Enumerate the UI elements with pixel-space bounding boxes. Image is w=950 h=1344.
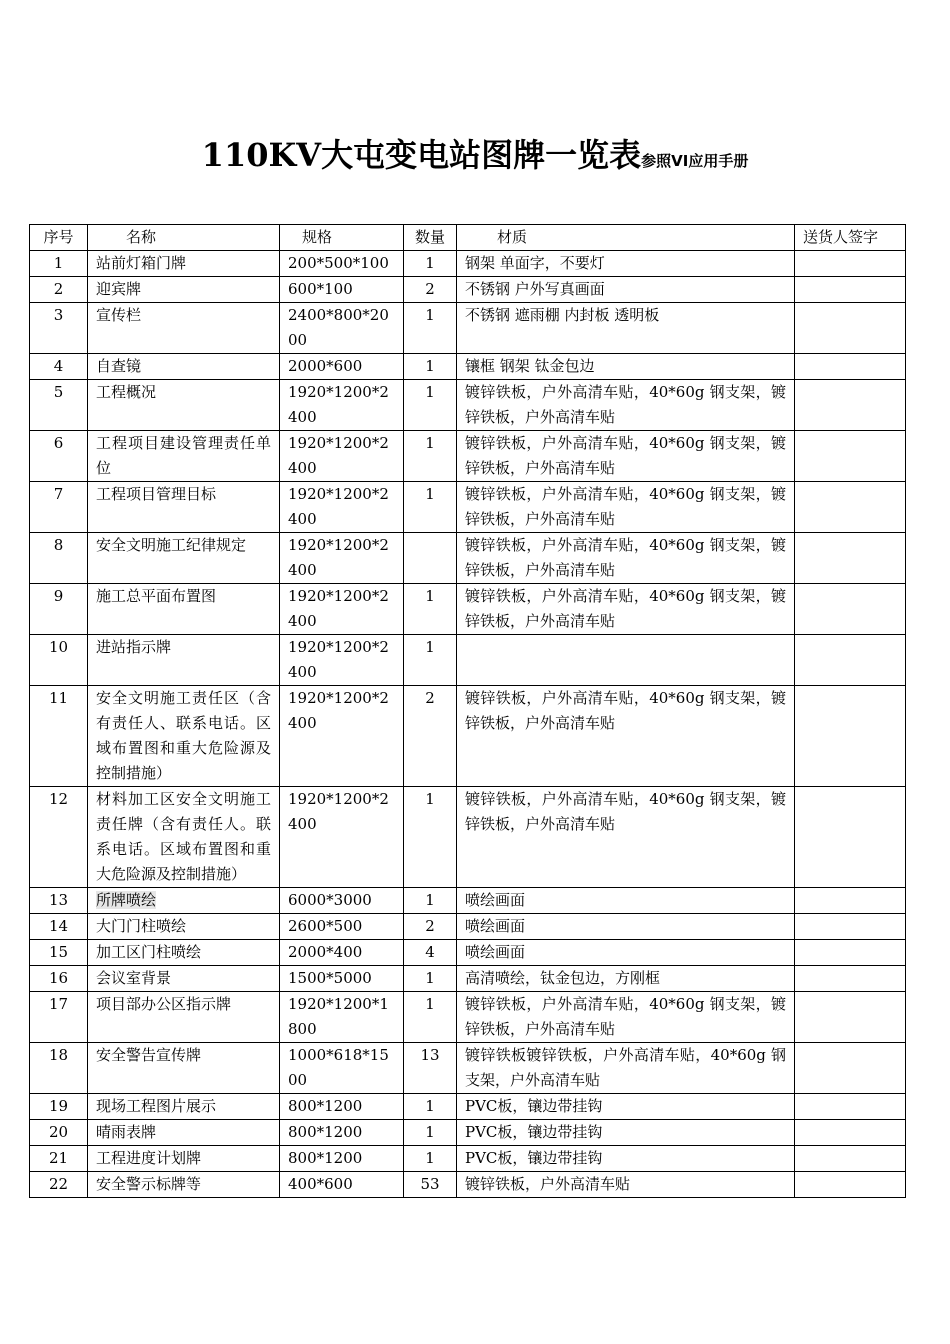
cell-name: 安全警示标牌等 [88, 1172, 280, 1198]
header-material: 材质 [457, 225, 795, 251]
table-row [30, 277, 906, 303]
cell-sign [795, 635, 906, 686]
cell-material: 镀锌铁板，户外高清车贴，40*60g 钢支架，镀锌铁板，户外高清车贴 [457, 380, 795, 431]
cell-sign [795, 787, 906, 888]
cell-name: 安全文明施工责任区（含有责任人、联系电话。区域布置图和重大危险源及控制措施） [88, 686, 280, 787]
cell-spec: 1920*1200*2400 [280, 686, 404, 787]
cell-spec: 2400*800*2000 [280, 303, 404, 354]
cell-spec: 1920*1200*2400 [280, 584, 404, 635]
cell-qty: 1 [404, 888, 457, 914]
cell-name: 工程项目建设管理责任单位 [88, 431, 280, 482]
cell-material: 镀锌铁板，户外高清车贴，40*60g 钢支架，镀锌铁板，户外高清车贴 [457, 686, 795, 787]
cell-qty: 1 [404, 1146, 457, 1172]
cell-spec: 1920*1200*2400 [280, 787, 404, 888]
cell-material: 喷绘画面 [457, 940, 795, 966]
cell-material: 喷绘画面 [457, 888, 795, 914]
cell-name: 安全文明施工纪律规定 [88, 533, 280, 584]
cell-no: 7 [30, 482, 88, 533]
cell-material: 镶框 钢架 钛金包边 [457, 354, 795, 380]
cell-material: 镀锌铁板，户外高清车贴，40*60g 钢支架，镀锌铁板，户外高清车贴 [457, 992, 795, 1043]
cell-no: 3 [30, 303, 88, 354]
cell-spec: 800*1200 [280, 1120, 404, 1146]
cell-spec: 200*500*100 [280, 251, 404, 277]
cell-sign [795, 251, 906, 277]
cell-no: 10 [30, 635, 88, 686]
cell-qty: 53 [404, 1172, 457, 1198]
cell-material: 镀锌铁板，户外高清车贴，40*60g 钢支架，镀锌铁板，户外高清车贴 [457, 533, 795, 584]
cell-no: 18 [30, 1043, 88, 1094]
cell-spec: 1920*1200*2400 [280, 380, 404, 431]
cell-name: 站前灯箱门牌 [88, 251, 280, 277]
cell-spec: 800*1200 [280, 1146, 404, 1172]
header-row [30, 225, 906, 251]
cell-sign [795, 277, 906, 303]
table-row [30, 354, 906, 380]
cell-qty [404, 533, 457, 584]
cell-name: 晴雨表牌 [88, 1120, 280, 1146]
cell-name: 工程进度计划牌 [88, 1146, 280, 1172]
cell-sign [795, 380, 906, 431]
cell-material: PVC板，镶边带挂钩 [457, 1120, 795, 1146]
cell-material: 高清喷绘，钛金包边，方刚框 [457, 966, 795, 992]
cell-no: 22 [30, 1172, 88, 1198]
cell-sign [795, 1172, 906, 1198]
cell-no: 14 [30, 914, 88, 940]
cell-no: 21 [30, 1146, 88, 1172]
cell-qty: 1 [404, 354, 457, 380]
table-row [30, 992, 906, 1043]
cell-no: 5 [30, 380, 88, 431]
cell-no: 13 [30, 888, 88, 914]
cell-material: PVC板，镶边带挂钩 [457, 1094, 795, 1120]
cell-name: 宣传栏 [88, 303, 280, 354]
cell-sign [795, 888, 906, 914]
cell-material: 钢架 单面字，不要灯 [457, 251, 795, 277]
cell-sign [795, 1146, 906, 1172]
cell-sign [795, 1094, 906, 1120]
cell-spec: 1920*1200*2400 [280, 635, 404, 686]
cell-sign [795, 303, 906, 354]
table-row [30, 584, 906, 635]
table-row [30, 380, 906, 431]
cell-spec: 800*1200 [280, 1094, 404, 1120]
cell-no: 16 [30, 966, 88, 992]
cell-no: 1 [30, 251, 88, 277]
cell-sign [795, 431, 906, 482]
cell-qty: 1 [404, 584, 457, 635]
table-row [30, 914, 906, 940]
table-row [30, 482, 906, 533]
table-row [30, 686, 906, 787]
title-main: 110KV大屯变电站图牌一览表 [201, 136, 642, 174]
cell-no: 15 [30, 940, 88, 966]
signage-table [29, 224, 906, 1198]
table-body [30, 251, 906, 1198]
cell-material: 镀锌铁板，户外高清车贴，40*60g 钢支架，镀锌铁板，户外高清车贴 [457, 482, 795, 533]
table-row [30, 635, 906, 686]
header-sign: 送货人签字 [795, 225, 906, 251]
table-row [30, 1146, 906, 1172]
cell-material: 不锈钢 遮雨棚 内封板 透明板 [457, 303, 795, 354]
table-row [30, 1094, 906, 1120]
cell-spec: 1920*1200*2400 [280, 431, 404, 482]
cell-sign [795, 992, 906, 1043]
cell-no: 8 [30, 533, 88, 584]
cell-spec: 1920*1200*2400 [280, 533, 404, 584]
table-row [30, 251, 906, 277]
table-row [30, 787, 906, 888]
header-qty: 数量 [404, 225, 457, 251]
cell-name: 大门门柱喷绘 [88, 914, 280, 940]
cell-no: 20 [30, 1120, 88, 1146]
table-row [30, 940, 906, 966]
cell-no: 12 [30, 787, 88, 888]
cell-material: PVC板，镶边带挂钩 [457, 1146, 795, 1172]
document-title [0, 130, 950, 176]
cell-qty: 4 [404, 940, 457, 966]
cell-spec: 400*600 [280, 1172, 404, 1198]
table-row [30, 888, 906, 914]
cell-spec: 6000*3000 [280, 888, 404, 914]
cell-spec: 1500*5000 [280, 966, 404, 992]
cell-qty: 1 [404, 1094, 457, 1120]
cell-qty: 1 [404, 303, 457, 354]
table-row [30, 966, 906, 992]
cell-name: 施工总平面布置图 [88, 584, 280, 635]
cell-qty: 1 [404, 966, 457, 992]
cell-no: 4 [30, 354, 88, 380]
cell-qty: 1 [404, 635, 457, 686]
cell-sign [795, 966, 906, 992]
cell-name [88, 888, 280, 914]
cell-name: 工程概况 [88, 380, 280, 431]
cell-name: 自查镜 [88, 354, 280, 380]
cell-no: 9 [30, 584, 88, 635]
cell-qty: 1 [404, 431, 457, 482]
cell-material [457, 635, 795, 686]
cell-spec: 1920*1200*2400 [280, 482, 404, 533]
cell-qty: 1 [404, 251, 457, 277]
cell-material: 不锈钢 户外写真画面 [457, 277, 795, 303]
cell-name: 加工区门柱喷绘 [88, 940, 280, 966]
header-spec: 规格 [280, 225, 404, 251]
cell-name: 现场工程图片展示 [88, 1094, 280, 1120]
header-no: 序号 [30, 225, 88, 251]
cell-material: 镀锌铁板，户外高清车贴，40*60g 钢支架，镀锌铁板，户外高清车贴 [457, 584, 795, 635]
table-row [30, 303, 906, 354]
cell-spec: 2600*500 [280, 914, 404, 940]
cell-sign [795, 482, 906, 533]
cell-no: 11 [30, 686, 88, 787]
cell-name: 项目部办公区指示牌 [88, 992, 280, 1043]
cell-qty: 1 [404, 1120, 457, 1146]
cell-name: 会议室背景 [88, 966, 280, 992]
cell-sign [795, 914, 906, 940]
cell-qty: 1 [404, 380, 457, 431]
cell-spec: 1920*1200*1800 [280, 992, 404, 1043]
cell-sign [795, 940, 906, 966]
cell-name-highlighted: 所牌喷绘 [96, 891, 157, 909]
cell-no: 19 [30, 1094, 88, 1120]
cell-sign [795, 584, 906, 635]
cell-qty: 2 [404, 277, 457, 303]
cell-name: 安全警告宣传牌 [88, 1043, 280, 1094]
table-row [30, 533, 906, 584]
cell-sign [795, 1120, 906, 1146]
cell-name: 材料加工区安全文明施工责任牌（含有责任人。联系电话。区域布置图和重大危险源及控制措施） [88, 787, 280, 888]
table-row [30, 1043, 906, 1094]
cell-no: 2 [30, 277, 88, 303]
cell-material: 镀锌铁板镀锌铁板，户外高清车贴，40*60g 钢支架，户外高清车贴 [457, 1043, 795, 1094]
cell-sign [795, 1043, 906, 1094]
cell-spec: 600*100 [280, 277, 404, 303]
table-row [30, 1172, 906, 1198]
cell-qty: 1 [404, 787, 457, 888]
cell-no: 6 [30, 431, 88, 482]
table-row [30, 1120, 906, 1146]
cell-sign [795, 354, 906, 380]
cell-sign [795, 686, 906, 787]
cell-qty: 2 [404, 686, 457, 787]
cell-material: 喷绘画面 [457, 914, 795, 940]
cell-sign [795, 533, 906, 584]
cell-spec: 2000*400 [280, 940, 404, 966]
cell-material: 镀锌铁板，户外高清车贴，40*60g 钢支架，镀锌铁板，户外高清车贴 [457, 431, 795, 482]
cell-qty: 1 [404, 482, 457, 533]
cell-material: 镀锌铁板，户外高清车贴，40*60g 钢支架，镀锌铁板，户外高清车贴 [457, 787, 795, 888]
title-sub: 参照VI应用手册 [641, 152, 749, 170]
table-row [30, 431, 906, 482]
cell-no: 17 [30, 992, 88, 1043]
cell-name: 进站指示牌 [88, 635, 280, 686]
cell-qty: 2 [404, 914, 457, 940]
header-name: 名称 [88, 225, 280, 251]
cell-qty: 13 [404, 1043, 457, 1094]
cell-name: 工程项目管理目标 [88, 482, 280, 533]
cell-spec: 2000*600 [280, 354, 404, 380]
cell-material: 镀锌铁板，户外高清车贴 [457, 1172, 795, 1198]
cell-qty: 1 [404, 992, 457, 1043]
cell-spec: 1000*618*1500 [280, 1043, 404, 1094]
cell-name: 迎宾牌 [88, 277, 280, 303]
